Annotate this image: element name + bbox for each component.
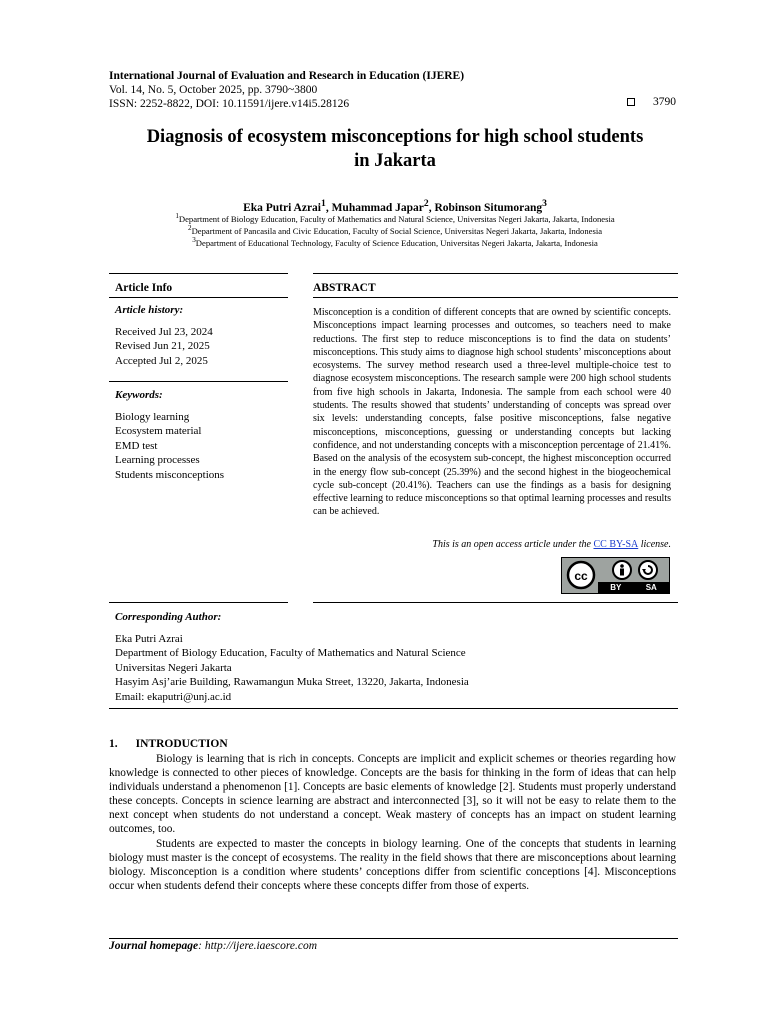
journal-homepage: Journal homepage: http://ijere.iaescore.com — [109, 940, 318, 952]
cc-label-bar — [598, 582, 669, 593]
article-info-sub-rule — [109, 297, 288, 298]
corresponding-top-rule — [109, 602, 288, 603]
cc-by-sa-badge[interactable] — [561, 557, 670, 594]
article-info-top-rule — [109, 273, 288, 274]
license-prefix: This is an open access article under the — [432, 539, 594, 550]
keywords-heading: Keywords: — [115, 389, 163, 401]
sa-recycle-icon — [639, 561, 657, 579]
accepted-date: Accepted Jul 2, 2025 — [115, 354, 208, 367]
received-date: Received Jul 23, 2024 — [115, 326, 213, 338]
author-sup: 1 — [321, 198, 326, 209]
footer-rule — [109, 938, 678, 939]
corresponding-email: Email: ekaputri@unj.ac.id — [115, 690, 232, 703]
issn-doi: ISSN: 2252-8822, DOI: 10.11591/ijere.v14i5.28126 — [109, 98, 350, 110]
affiliation-text: Department of Pancasila and Civic Education, Faculty of Social Science, Universitas Negeri Jakarta, Jakarta, Indonesia — [191, 225, 603, 236]
title-line-1: Diagnosis of ecosystem misconceptions for high school students — [146, 127, 644, 147]
author-list: Eka Putri Azrai$^1$, Muhammad Japar$^2$, Robinson Situmorang$^3$ — [243, 198, 547, 214]
affiliation-sup: 2 — [187, 224, 192, 232]
license-statement — [432, 539, 671, 550]
by-person-body — [620, 569, 624, 576]
keyword: Ecosystem material — [115, 425, 202, 438]
author-name: Muhammad Japar — [331, 201, 424, 214]
volume-info: Vol. 14, No. 5, October 2025, pp. 3790~3800 — [109, 84, 318, 96]
article-history-heading: Article history: — [115, 304, 184, 316]
front-matter-bottom-rule — [109, 708, 678, 709]
section-title: INTRODUCTION — [135, 738, 228, 750]
affiliation-sup: 1 — [175, 212, 179, 220]
affiliation-sup: 3 — [192, 236, 196, 244]
corresponding-details — [115, 632, 469, 704]
abstract-bottom-rule — [313, 602, 678, 603]
homepage-label: Journal homepage — [109, 940, 199, 952]
introduction-heading — [109, 738, 228, 750]
by-label: BY — [610, 583, 622, 592]
page-number: 3790 — [653, 96, 676, 108]
license-suffix: license. — [638, 539, 671, 550]
author-sup: 3 — [542, 198, 547, 209]
journal-name: International Journal of Evaluation and Research in Education (IJERE) — [109, 70, 465, 82]
introduction-body — [109, 752, 676, 893]
keyword: Students misconceptions — [115, 468, 225, 481]
title-line-2: in Jakarta — [354, 151, 436, 171]
author-sup: 2 — [423, 198, 429, 209]
corresponding-address: Hasyim Asj’arie Building, Rawamangun Muka Street, 13220, Jakarta, Indonesia — [115, 676, 469, 689]
keyword: Biology learning — [115, 411, 190, 423]
paragraph: Students are expected to master the concepts in biology learning. One of the concepts that students in learning biology must master is the concept of ecosystems. The reality in the field shows that there are misconceptions about learning biology. Misconception is a condition where students’ conceptions differ from scientific conceptions [4]. Misconceptions occur when students defend their concepts where these concepts differ from those of experts. — [109, 837, 676, 892]
keywords-list — [115, 410, 224, 482]
affiliation-text: Department of Educational Technology, Faculty of Science Education, Universitas Negeri Jakarta, Jakarta, Indonesia — [195, 237, 598, 248]
corresponding-university: Universitas Negeri Jakarta — [115, 661, 232, 674]
square-bullet-icon — [627, 98, 635, 106]
corresponding-heading: Corresponding Author: — [115, 611, 222, 623]
abstract-sub-rule — [313, 297, 678, 298]
history-divider — [109, 381, 288, 382]
author-name: Robinson Situmorang — [434, 201, 543, 214]
corresponding-name: Eka Putri Azrai — [115, 633, 183, 645]
homepage-url[interactable]: http://ijere.iaescore.com — [204, 940, 318, 952]
keyword: Learning processes — [115, 454, 200, 467]
affiliation — [80, 235, 710, 249]
abstract-heading: ABSTRACT — [313, 282, 376, 294]
article-info-heading: Article Info — [115, 282, 173, 294]
abstract-top-rule — [313, 273, 678, 274]
keyword: EMD test — [115, 439, 158, 452]
paragraph: Biology is learning that is rich in concepts. Concepts are implicit and explicit schemes or theories regarding how knowledge is connected to other pieces of knowledge. Concepts are the basis for thinking in the form of ideas that can help individuals understand a phenomenon [1]. Concepts are basic elements of knowledge [2]. Students must properly understand these concepts. Concepts in science learning are abstract and interconnected [3], so it will not be easy to relate them to the next concept when students do not understand a concept. Weak mastery of concepts has an impact on student learning outcomes, too. — [109, 753, 676, 836]
article-history-list — [115, 325, 213, 368]
revised-date: Revised Jun 21, 2025 — [115, 340, 210, 353]
section-number: 1. — [109, 738, 118, 750]
license-link[interactable]: CC BY-SA — [593, 539, 639, 550]
abstract-text: Misconception is a condition of different concepts that are owned by scientific concepts. Misconceptions impact learning processes and outcomes, so teachers need to make reductions. The first step to reduce misconceptions is to find the data on students’ misconceptions. This study aims to diagnose high school students’ misconceptions about ecosystems. The survey method research used a three-level multiple-choice test to diagnose ecosystem misconceptions. The research sample were 200 high school students from five high schools in Jakarta, Indonesia. The sample from each school were 40 students. The results showed that students’ understanding of concepts was spread over six levels: understanding concepts, false positive misconceptions, false negative misconceptions, misconceptions, guessing or understanding concepts but lacking confidence, and not understanding concepts with a misconception percentage of 21.41%. Based on the analysis of the ecosystem sub-concept, the highest misconception occurred in the energy flow sub-concept (25.39%) and the second highest in the biogeochemical cycle sub-concept (20.41%). Teachers can use the findings as a basis for designing effective learning to reduce misconceptions so that optimal learning processes and results can be achieved. — [313, 307, 671, 518]
paper-title — [100, 125, 690, 173]
affiliation-text: Department of Biology Education, Faculty of Mathematics and Natural Science, Universitas Negeri Jakarta, Jakarta, Indonesia — [178, 213, 615, 224]
page-number-block — [627, 96, 676, 108]
author-name: Eka Putri Azrai — [243, 201, 322, 214]
cc-text: cc — [574, 569, 588, 583]
sa-label: SA — [645, 583, 657, 592]
by-person-head — [620, 564, 624, 568]
corresponding-department: Department of Biology Education, Faculty of Mathematics and Natural Science — [115, 647, 466, 660]
